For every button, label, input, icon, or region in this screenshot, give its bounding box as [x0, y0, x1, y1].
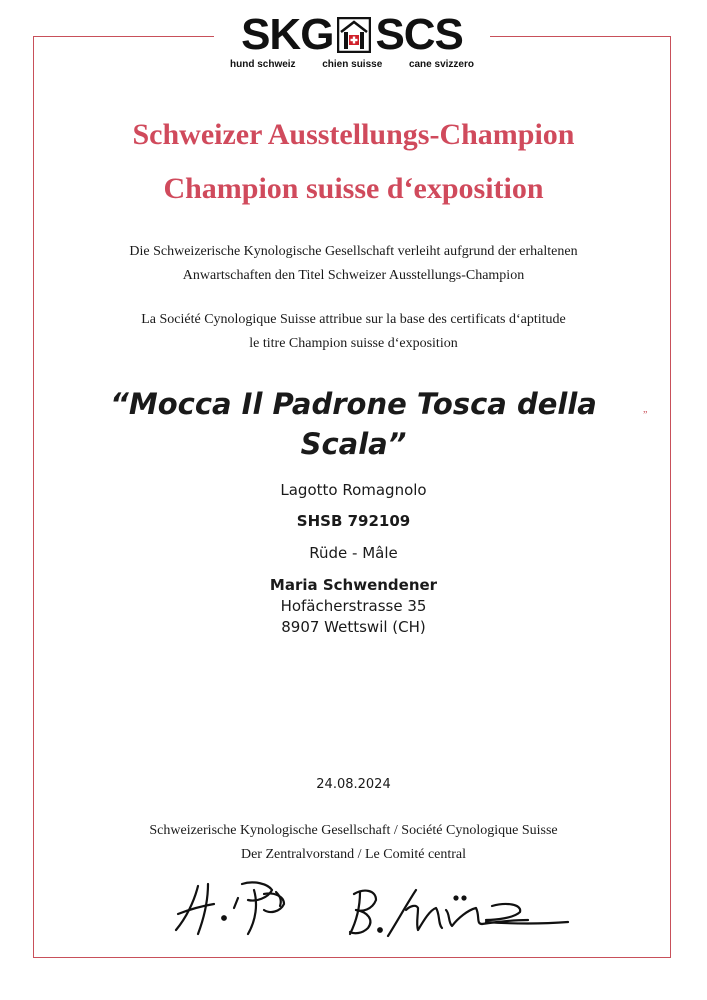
logo-subtitle: [214, 59, 490, 70]
logo-sub-de: hund schweiz: [230, 59, 296, 70]
footer-organization: Schweizerische Kynologische Gesellschaft / Société Cynologique Suisse: [149, 823, 558, 838]
dog-sex: Rüde - Mâle: [309, 544, 398, 562]
logo-skg-text: SKG: [241, 10, 334, 59]
dog-name: [80, 384, 627, 464]
skg-scs-logo: [214, 12, 490, 74]
margin-mark: „: [643, 404, 648, 415]
footer-committee: Der Zentralvorstand / Le Comité central: [240, 847, 467, 862]
owner-name: Maria Schwendener: [269, 576, 438, 594]
logo-sub-fr: chien suisse: [322, 59, 383, 70]
dog-name-line2: Scala”: [300, 427, 407, 461]
intro-french-line1: La Société Cynologique Suisse attribue sur la base des certificats d‘aptitude: [141, 312, 566, 327]
intro-german-line1: Die Schweizerische Kynologische Gesellschaft verleiht aufgrund der erhaltenen: [129, 244, 578, 259]
logo-row: [214, 12, 490, 58]
logo-scs-text: SCS: [375, 10, 463, 59]
issue-date: 24.08.2024: [316, 777, 391, 792]
intro-german: [60, 240, 647, 288]
signature-right-icon: [346, 880, 574, 942]
breed-name: Lagotto Romagnolo: [280, 481, 427, 499]
title-french: Champion suisse d‘exposition: [163, 172, 544, 205]
swiss-house-emblem-icon: [337, 17, 371, 53]
intro-french-line2: le titre Champion suisse d‘exposition: [249, 336, 458, 351]
intro-french: [60, 308, 647, 356]
registration-number: SHSB 792109: [296, 512, 411, 530]
logo-sub-it: cane svizzero: [408, 59, 474, 70]
owner-street: Hofächerstrasse 35: [280, 597, 427, 615]
intro-german-line2: Anwartschaften den Titel Schweizer Ausstellungs-Champion: [182, 268, 525, 283]
title-german: Schweizer Ausstellungs-Champion: [132, 118, 575, 151]
owner-city: 8907 Wettswil (CH): [281, 618, 426, 636]
signature-left-icon: [168, 872, 302, 942]
dog-name-line1: “Mocca Il Padrone Tosca della: [110, 387, 597, 421]
